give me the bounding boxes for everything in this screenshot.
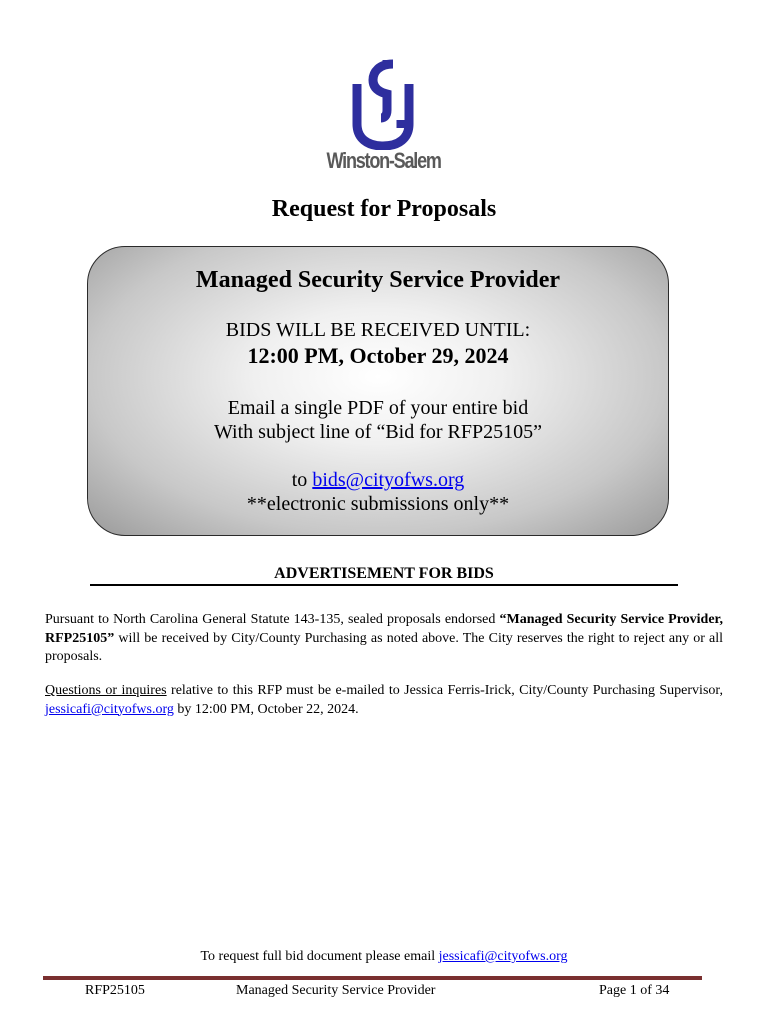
advertisement-heading: ADVERTISEMENT FOR BIDS xyxy=(274,565,494,582)
footer-project-name: Managed Security Service Provider xyxy=(236,983,436,998)
para2-text-a: relative to this RFP must be e-mailed to Jessica Ferris-Irick, City/County Purchasing Supervisor, xyxy=(166,683,724,698)
contact-email-link[interactable]: jessicafi@cityofws.org xyxy=(45,701,174,717)
footer-rfp-number: RFP25105 xyxy=(85,983,145,998)
ws-monogram-icon xyxy=(349,58,419,150)
to-prefix: to xyxy=(291,469,313,491)
para2-text-b: by 12:00 PM, October 22, 2024. xyxy=(173,701,359,717)
heading-divider xyxy=(90,584,678,586)
questions-paragraph xyxy=(45,682,723,719)
email-instruction-2: With subject line of “Bid for RFP25105” xyxy=(213,421,543,443)
bids-until-label: BIDS WILL BE RECEIVED UNTIL: xyxy=(225,319,531,341)
request-email-link[interactable]: jessicafi@cityofws.org xyxy=(438,949,568,964)
submission-address-line xyxy=(88,469,668,492)
bid-callout-box xyxy=(87,246,669,536)
para1-text-b: will be received by City/County Purchasing as noted above. The City reserves the right to reject any or all proposals. xyxy=(45,630,723,664)
city-logo xyxy=(0,58,768,180)
document-title: Request for Proposals xyxy=(271,196,497,222)
request-text: To request full bid document please email xyxy=(200,949,439,964)
logo-wordmark: Winston-Salem xyxy=(326,148,442,173)
request-document-line xyxy=(0,949,768,965)
electronic-only-note: **electronic submissions only** xyxy=(246,493,510,515)
para2-underlined: Questions or inquires xyxy=(45,683,167,698)
footer-divider xyxy=(43,976,702,980)
footer-page-number: Page 1 of 34 xyxy=(599,983,670,998)
para1-text-a: Pursuant to North Carolina General Statute 143-135, sealed proposals endorsed xyxy=(45,612,500,627)
project-title: Managed Security Service Provider xyxy=(195,267,561,293)
bids-email-link[interactable]: bids@cityofws.org xyxy=(312,469,465,491)
para1-bold: “Managed Security Service Provider, RFP25105” xyxy=(45,612,723,646)
email-instruction-1: Email a single PDF of your entire bid xyxy=(227,397,529,419)
bid-deadline: 12:00 PM, October 29, 2024 xyxy=(247,343,509,368)
statute-paragraph xyxy=(45,611,723,667)
